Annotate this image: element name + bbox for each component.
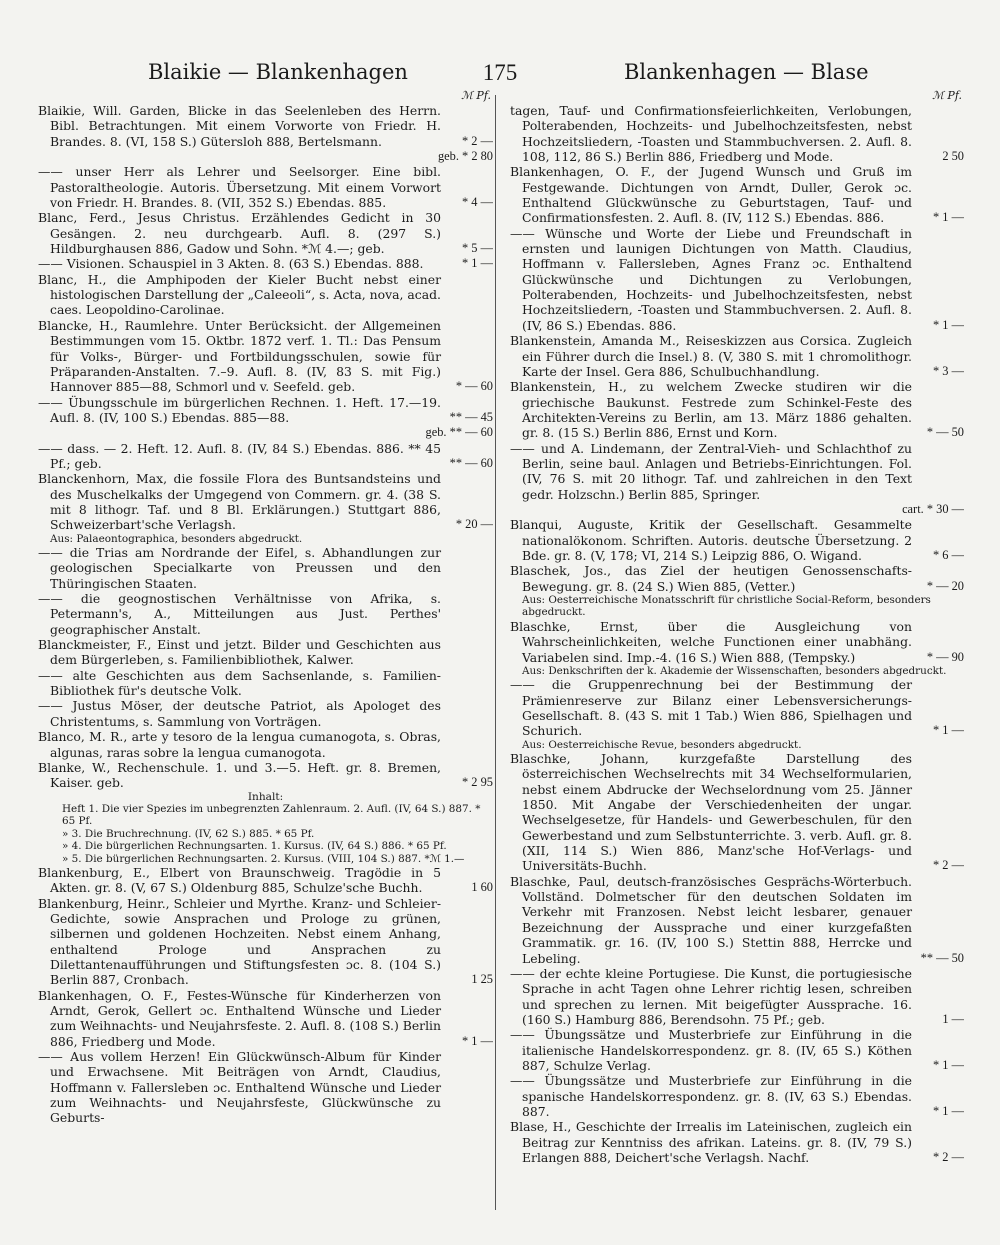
entry-text: —— Übungssätze und Musterbriefe zur Einführung in die spanische Handelskorrespondenz. gr. 8. (IV, 63 S.) Ebendas. 887.	[510, 1073, 912, 1119]
entry-price: * 5 —	[462, 241, 493, 256]
catalog-entry	[38, 698, 493, 729]
catalog-entry	[38, 318, 493, 395]
entry-price: * 2 —	[933, 858, 964, 873]
contents-item: » 3. Die Bruchrechnung. (IV, 62 S.) 885. * 65 Pf.	[62, 827, 315, 840]
entry-text: Blankenburg, Heinr., Schleier und Myrthe. Kranz- und Schleier-Gedichte, sowie Ansprachen und Prologe zu grünen, silbernen und goldenen Hochzeiten. Nebst einem Anhang, enthaltend Prologe und Ansprachen zu Dilettantenaufführungen und Stiftungsfesten ɔc. 8. (104 S.) Berlin 887, Cronbach.	[38, 895, 441, 988]
header-left-keywords: Blaikie — Blankenhagen	[148, 60, 408, 84]
catalog-entry	[510, 1119, 964, 1165]
entry-price: * 3 —	[933, 363, 964, 378]
entry-price: * 4 —	[462, 195, 493, 210]
entry-text: Blankenstein, Amanda M., Reiseskizzen aus Corsica. Zugleich ein Führer durch die Insel.) 8. (V, 380 S. mit 1 chromolithogr. Karte der Insel. Gera 886, Schulbuchhandlung.	[510, 333, 912, 379]
catalog-entry	[510, 379, 964, 440]
catalog-entry	[510, 563, 964, 594]
entry-text: —— die geognostischen Verhältnisse von Afrika, s. Petermann's, A., Mitteilungen aus Just. Perthes' geographischer Anstalt.	[38, 591, 441, 637]
contents-item: » 4. Die bürgerlichen Rechnungsarten. 1. Kursus. (IV, 64 S.) 886. * 65 Pf.	[62, 840, 447, 853]
entry-price: * 2 —	[933, 1149, 964, 1164]
entry-text: —— und A. Lindemann, der Zentral-Vieh- und Schlachthof zu Berlin, seine baul. Anlagen und Betriebs-Einrichtungen. Fol. (IV, 76 S. mit 20 lithogr. Taf. und zahlreichen in den Text gedr. Holzschn.) Berlin 885, Springer.	[510, 440, 912, 502]
column-divider	[495, 95, 496, 1210]
running-header	[40, 60, 960, 90]
catalog-entry	[510, 966, 964, 1027]
source-note: Aus: Palaeontographica, besonders abgedruckt.	[50, 532, 303, 545]
header-right-keywords: Blankenhagen — Blase	[624, 60, 869, 84]
catalog-entry	[38, 256, 493, 271]
entry-price: * 1 —	[933, 1103, 964, 1118]
entry-price: 1 60	[471, 880, 493, 895]
catalog-entry	[510, 103, 964, 164]
entry-price: * — 20	[926, 578, 964, 593]
entry-text: Blaikie, Will. Garden, Blicke in das Seelenleben des Herrn. Bibl. Betrachtungen. Mit einem Vorworte von Friedr. H. Brandes. 8. (VI, 158 S.) Gütersloh 888, Bertelsmann.	[38, 103, 441, 149]
catalog-entry	[510, 333, 964, 379]
entry-price: * 2 —	[462, 133, 493, 148]
entry-text: —— die Gruppenrechnung bei der Bestimmung der Prämienreserve zur Bilanz einer Lebensversicherungs-Gesellschaft. 8. (43 S. mit 1 Tab.) Wien 886, Spielhagen und Schurich.	[510, 677, 912, 739]
entry-text: tagen, Tauf- und Confirmationsfeierlichkeiten, Verlobungen, Polterabenden, Hochzeits- und Jubelhochzeitsfesten, nebst Hochzeitsliedern, -Toasten und Stammbuchversen. 2. Aufl. 8. 108, 112, 86 S.) Berlin 886, Friedberg und Mode.	[510, 103, 912, 165]
entry-price: * 20 —	[455, 517, 493, 532]
entry-text: —— Wünsche und Worte der Liebe und Freundschaft in ernsten und launigen Dichtungen von Matth. Claudius, Hoffmann v. Fallersleben, Agnes Franz ɔc. Enthaltend Glückwünsche und Dichtungen zu Verlobungen, Polterabenden, Hochzeits- und Jubelhochzeitsfesten, nebst Hochzeitsliedern, -Toasten und Stammbuchversen. 2. Aufl. 8. (IV, 86 S.) Ebendas. 886.	[510, 225, 912, 333]
catalog-entry	[510, 751, 964, 874]
entry-text: Blankenhagen, O. F., Festes-Wünsche für Kinderherzen von Arndt, Gerok, Gellert ɔc. Enthaltend Wünsche und Lieder zum Weihnachts- und Neujahrsfeste. 2. Aufl. 8. (108 S.) Berlin 886, Friedberg und Mode.	[38, 987, 441, 1049]
entry-price: 2 50	[942, 149, 964, 164]
catalog-entry	[38, 471, 493, 532]
catalog-entry	[38, 896, 493, 988]
price-line: cart. * 30 —	[902, 501, 964, 516]
entry-text: Blanckmeister, F., Einst und jetzt. Bilder und Geschichten aus dem Bürgerleben, s. Familienbibliothek, Kalwer.	[38, 637, 441, 668]
catalog-entry	[510, 164, 964, 225]
entry-text: Blase, H., Geschichte der Irrealis im Lateinischen, zugleich ein Beitrag zur Kenntniss des afrikan. Lateins. gr. 8. (IV, 79 S.) Erlangen 888, Deichert'sche Verlagsh. Nachf.	[510, 1119, 912, 1165]
entry-price: * 1 —	[462, 1033, 493, 1048]
catalog-entry	[38, 210, 493, 256]
entry-text: —— unser Herr als Lehrer und Seelsorger. Eine bibl. Pastoraltheologie. Autoris. Übersetzung. Mit einem Vorwort von Friedr. H. Brandes. 8. (VII, 352 S.) Ebendas. 885.	[38, 164, 441, 211]
entry-text: Blaschke, Ernst, über die Ausgleichung von Wahrscheinlichkeiten, welche Functionen einer unabhäng. Variabelen sind. Imp.-4. (16 S.) Wien 888, (Tempsky.)	[510, 618, 912, 665]
entry-text: —— Übungsschule im bürgerlichen Rechnen. 1. Heft. 17.—19. Aufl. 8. (IV, 100 S.) Ebendas. 885—88.	[38, 394, 441, 425]
entry-price: * — 60	[455, 379, 493, 394]
entry-price: * 1 —	[933, 210, 964, 225]
currency-unit-label: ℳ Pf.	[461, 90, 491, 102]
entry-text: Blankenstein, H., zu welchem Zwecke studiren wir die griechische Baukunst. Festrede zum Schinkel-Feste des Architekten-Vereins zu Berlin, am 13. März 1886 gehalten. gr. 8. (15 S.) Berlin 886, Ernst und Korn.	[510, 379, 912, 441]
catalog-entry	[38, 164, 493, 210]
entry-text: Blanco, M. R., arte y tesoro de la lengua cumanogota, s. Obras, algunas, raras sobre la lengua cumanogota.	[38, 729, 441, 760]
entry-price: * — 50	[926, 425, 964, 440]
entry-text: —— Visionen. Schauspiel in 3 Akten. 8. (63 S.) Ebendas. 888.	[38, 256, 424, 272]
catalog-entry	[38, 668, 493, 699]
contents-item: Heft 1. Die vier Spezies im unbegrenzten Zahlenraum. 2. Aufl. (IV, 64 S.) 887. * 65 Pf.	[62, 802, 481, 828]
entry-text: Blancke, H., Raumlehre. Unter Berücksicht. der Allgemeinen Bestimmungen vom 15. Oktbr. 1872 verf. 1. Tl.: Das Pensum für Volks-, Bürger- und Fortbildungsschulen, sowie für Präparanden-Anstalten. 7.–9. Aufl. 8. (IV, 83 S. mit Fig.) Hannover 885—88, Schmorl und v. Seefeld. geb.	[38, 317, 441, 395]
source-note: Aus: Denkschriften der k. Akademie der Wissenschaften, besonders abgedruckt.	[522, 664, 947, 677]
catalog-entry	[510, 874, 964, 966]
entry-text: Blanc, Ferd., Jesus Christus. Erzählendes Gedicht in 30 Gesängen. 2. neu durchgearb. Aufl. 8. (297 S.) Hildburghausen 886, Gadow und Sohn. *ℳ 4.—; geb.	[38, 210, 441, 257]
entry-price: * 6 —	[933, 547, 964, 562]
entry-price: * 2 95	[462, 775, 493, 790]
entry-text: —— die Trias am Nordrande der Eifel, s. Abhandlungen zur geologischen Specialkarte von Preussen und den Thüringischen Staaten.	[38, 545, 441, 591]
catalog-entry	[38, 865, 493, 896]
catalog-entry	[510, 619, 964, 665]
entry-text: Blankenburg, E., Elbert von Braunschweig. Tragödie in 5 Akten. gr. 8. (V, 67 S.) Oldenburg 885, Schulze'sche Buchh.	[38, 864, 441, 896]
right-column	[510, 90, 964, 1220]
catalog-entry	[510, 1027, 964, 1073]
entry-text: Blanckenhorn, Max, die fossile Flora des Buntsandsteins und des Muschelkalks der Umgegend von Commern. gr. 4. (38 S. mit 8 lithogr. Taf. und 8 Bl. Erklärungen.) Stuttgart 886, Schweizerbart'sche Verlagsh.	[38, 471, 441, 533]
entry-text: —— der echte kleine Portugiese. Die Kunst, die portugiesische Sprache in acht Tagen ohne Lehrer richtig lesen, schreiben und sprechen zu lernen. Mit beigefügter Aussprache. 16. (160 S.) Hamburg 886, Berendsohn. 75 Pf.; geb.	[510, 965, 912, 1027]
entry-text: Blankenhagen, O. F., der Jugend Wunsch und Gruß im Festgewande. Dichtungen von Arndt, Duller, Gerok ɔc. Enthaltend Glückwünsche zu Geburtstagen, Tauf- und Confirmationsfesten. 2. Aufl. 8. (IV, 112 S.) Ebendas. 886.	[510, 164, 912, 226]
catalog-entry	[510, 441, 964, 502]
entry-text: —— Übungssätze und Musterbriefe zur Einführung in die italienische Handelskorrespondenz. gr. 8. (IV, 65 S.) Köthen 887, Schulze Verlag.	[510, 1027, 912, 1073]
entry-text: —— Justus Möser, der deutsche Patriot, als Apologet des Christentums, s. Sammlung von Vorträgen.	[38, 698, 441, 729]
entry-price: 1 25	[471, 972, 493, 987]
catalog-entry	[510, 677, 964, 738]
catalog-entry	[38, 272, 493, 318]
catalog-entry	[510, 226, 964, 333]
entry-price: * 1 —	[933, 1057, 964, 1072]
source-note: Aus: Oesterreichische Monatsschrift für christliche Social-Reform, besonders abgedruckt.	[522, 594, 931, 619]
catalog-entry	[38, 103, 493, 149]
entry-price: * 1 —	[462, 256, 493, 271]
entry-text: —— dass. — 2. Heft. 12. Aufl. 8. (IV, 84 S.) Ebendas. 886. ** 45 Pf.; geb.	[38, 440, 441, 471]
price-line: geb. ** — 60	[425, 425, 493, 440]
entry-text: —— Aus vollem Herzen! Ein Glückwünsch-Album für Kinder und Erwachsene. Mit Beiträgen von Arndt, Claudius, Hoffmann v. Fallersleben ɔc. Enthaltend Wünsche und Lieder zum Weihnachts- und Neujahrsfeste, Glückwünsche zu Geburts-	[38, 1049, 441, 1126]
price-line: geb. * 2 80	[437, 149, 493, 164]
catalog-entry	[38, 395, 493, 426]
entry-text: Blaschke, Johann, kurzgefaßte Darstellung des österreichischen Wechselrechts mit 34 Wechselformularien, nebst einem Abdrucke der Wechselordnung vom 25. Jänner 1850. Mit Angabe der Verschiedenheiten der ungar. Wechselgesetze, für Handels- und Gewerbeschulen, für den Gewerbestand und zum Selbstunterrichte. 3. verb. Aufl. gr. 8. (XII, 114 S.) Wien 886, Manz'sche Hof-Verlags- und Universitäts-Buchh.	[510, 751, 912, 874]
entry-price: * 1 —	[933, 723, 964, 738]
entry-price: ** — 45	[449, 409, 493, 424]
catalog-entry	[510, 1073, 964, 1119]
entry-price: ** — 50	[920, 950, 964, 965]
catalog-entry	[38, 637, 493, 668]
entry-text: Blaschke, Paul, deutsch-französisches Gesprächs-Wörterbuch. Vollständ. Dolmetscher für den deutschen Soldaten im Verkehr mit Franzosen. Nebst leicht lesbarer, genauer Bezeichnung der Aussprache und einer kurzgefaßten Grammatik. gr. 16. (IV, 100 S.) Stettin 888, Herrcke und Lebeling.	[510, 873, 912, 966]
catalog-entry	[510, 517, 964, 563]
catalog-entry	[38, 1049, 493, 1126]
catalog-entry	[38, 545, 493, 591]
contents-heading: Inhalt:	[247, 790, 284, 803]
catalog-entry	[38, 988, 493, 1049]
entry-text: Blaschek, Jos., das Ziel der heutigen Genossenschafts-Bewegung. gr. 8. (24 S.) Wien 885, (Vetter.)	[510, 563, 912, 594]
catalog-entry	[38, 591, 493, 637]
entry-text: Blanc, H., die Amphipoden der Kieler Bucht nebst einer histologischen Darstellung der „Caleeoli“, s. Acta, nova, acad. caes. Leopoldino-Carolinae.	[38, 271, 441, 318]
entry-text: Blanqui, Auguste, Kritik der Gesellschaft. Gesammelte nationalökonom. Schriften. Autoris. deutsche Übersetzung. 2 Bde. gr. 8. (V, 178; VI, 214 S.) Leipzig 886, O. Wigand.	[510, 517, 912, 563]
entry-price: * 1 —	[933, 317, 964, 332]
catalog-entry	[38, 441, 493, 472]
source-note: Aus: Oesterreichische Revue, besonders abgedruckt.	[522, 738, 802, 751]
left-column	[38, 90, 493, 1220]
entry-text: —— alte Geschichten aus dem Sachsenlande, s. Familien-Bibliothek für's deutsche Volk.	[38, 667, 441, 699]
entry-price: * — 90	[926, 649, 964, 664]
currency-unit-label: ℳ Pf.	[932, 90, 962, 102]
catalog-entry	[38, 729, 493, 760]
entry-price: ** — 60	[449, 455, 493, 470]
entry-text: Blanke, W., Rechenschule. 1. und 3.—5. Heft. gr. 8. Bremen, Kaiser. geb.	[38, 759, 441, 791]
catalog-entry	[38, 760, 493, 791]
contents-item: » 5. Die bürgerlichen Rechnungsarten. 2. Kursus. (VIII, 104 S.) 887. *ℳ 1.—	[62, 852, 465, 865]
page-number: 175	[482, 60, 518, 85]
entry-price: 1 —	[942, 1011, 964, 1026]
